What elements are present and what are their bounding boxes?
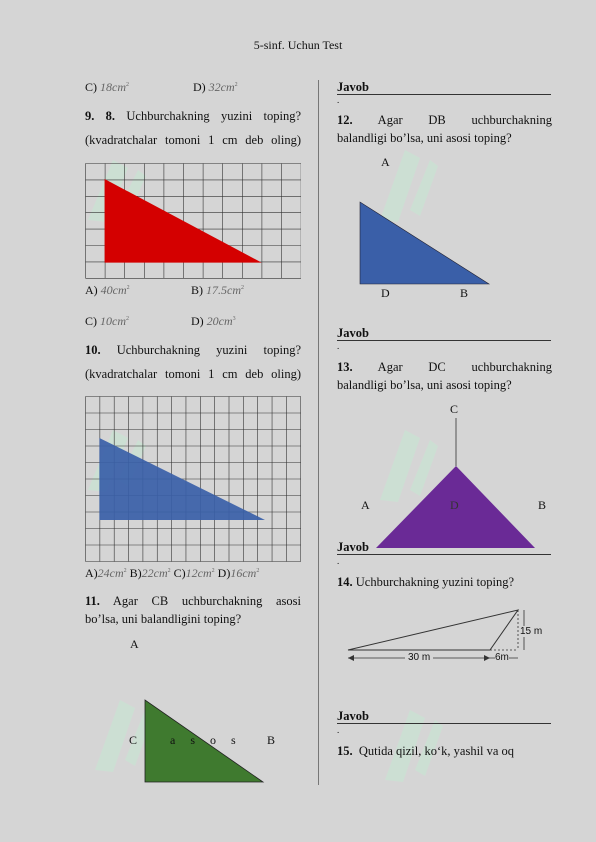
q9-option-b: B) $17.5cm^2$ <box>191 283 244 297</box>
q10-grid-figure <box>85 396 301 564</box>
q10-options-row <box>85 566 259 581</box>
arrow-right-icon <box>484 655 490 661</box>
q13-triangle-figure <box>370 418 540 550</box>
q10-option-b: $B)22cm^2$ <box>129 566 171 580</box>
q11-label-c: C <box>129 733 138 747</box>
q9-option-a: A) $40cm^2$ <box>85 283 130 297</box>
q9-option-c: C) $10cm^2$ <box>85 314 129 328</box>
q10-option-c: $C)12cm^2$ <box>173 566 215 580</box>
q12-blue-triangle <box>360 202 489 284</box>
q12-label-d: D <box>381 286 390 300</box>
q12-triangle-figure <box>355 196 495 288</box>
q10-text-line2: (kvadratchalar tomoni 1 cm deb oling) <box>85 367 301 381</box>
answer-dot: . <box>337 556 340 566</box>
q8-option-d: D) $32cm^2$ <box>193 80 238 94</box>
q9-option-d: D) $20cm^3$ <box>191 314 236 328</box>
q11-label-b: B <box>267 733 276 747</box>
q13-label-c: C <box>450 402 459 416</box>
q11-text-line2: bo’lsa, uni balandligini toping? <box>85 612 242 626</box>
q11-label-a: A <box>130 637 139 651</box>
q12-text-line1: 12. Agar DB uchburchakning <box>337 113 553 127</box>
q8-option-c: C) $18cm^2$ <box>85 80 129 94</box>
q14-triangle-figure <box>340 602 552 672</box>
answer-dot: . <box>337 725 340 735</box>
q11-answer-line[interactable]: Javob <box>337 80 551 95</box>
column-divider <box>318 80 319 785</box>
arrow-left-icon <box>348 655 354 661</box>
q11-label-asos: a s o s <box>170 733 242 747</box>
page-title: 5-sinf. Uchun Test <box>253 38 343 52</box>
q15-text: 15. Qutida qizil, ko‘k, yashil va oq <box>337 744 515 758</box>
q13-text-line2: balandligi bo’lsa, uni asosi toping? <box>337 378 512 392</box>
q10-option-d: $D)16cm^2$ <box>217 566 260 580</box>
q12-answer-line[interactable]: Javob <box>337 326 551 341</box>
q14-height-label: 15 m <box>520 626 543 637</box>
q14-obtuse-triangle <box>348 610 518 650</box>
answer-dot: . <box>337 95 340 105</box>
q13-label-d: D <box>450 498 459 512</box>
q14-extra-label: 6m <box>495 652 509 663</box>
q13-label-a: A <box>361 498 370 512</box>
q13-text-line1: 13. Agar DC uchburchakning <box>337 360 553 374</box>
q11-text-line1: 11. Agar CB uchburchakning asosi <box>85 594 301 608</box>
q10-text-line1: 10. Uchburchakning yuzini toping? <box>85 343 301 357</box>
q12-label-b: B <box>460 286 469 300</box>
q14-answer-line[interactable]: Javob <box>337 709 551 724</box>
q12-label-a: A <box>381 155 390 169</box>
q13-answer-line[interactable]: Javob <box>337 540 551 555</box>
q9-text-line1: 9. 8. Uchburchakning yuzini toping? <box>85 109 302 123</box>
q10-option-a: $A)24cm^2$ <box>85 566 127 580</box>
answer-dot: . <box>337 341 340 351</box>
q9-text-line2: (kvadratchalar tomoni 1 cm deb oling) <box>85 133 301 147</box>
q13-label-b: B <box>538 498 547 512</box>
q9-grid-figure <box>85 163 301 281</box>
q9-red-triangle <box>105 179 262 263</box>
q12-text-line2: balandligi bo’lsa, uni asosi toping? <box>337 131 512 145</box>
q14-text: 14. Uchburchakning yuzini toping? <box>337 575 515 589</box>
q14-base-label: 30 m <box>405 652 433 663</box>
